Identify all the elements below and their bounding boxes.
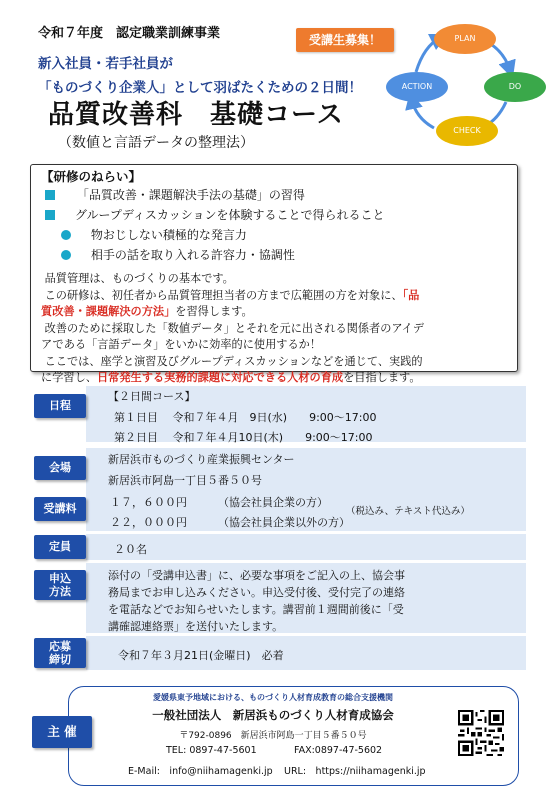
- aim-item-text: グループディスカッションを体験することで得られること: [74, 208, 385, 222]
- aims-p3a: 改善のために採取した「数値データ」とそれを元に出される関係者のアイデ: [44, 321, 424, 335]
- square-bullet-icon: [45, 190, 55, 200]
- aim-subitem: [41, 245, 507, 265]
- fee-price-nonmember: ２２，０００円: [110, 516, 187, 529]
- aims-p4a: ここでは、座学と演習及びグループディスカッションなどを通じて、実践的: [44, 354, 423, 368]
- circle-bullet-icon: [61, 250, 71, 260]
- aim-subitem: [41, 225, 507, 245]
- host-org: 一般社団法人 新居浜ものづくり人材育成協会: [152, 708, 394, 722]
- pdca-check-node: CHECK: [436, 116, 498, 146]
- deadline-label-line2: 締切: [49, 653, 71, 666]
- venue-address: 新居浜市阿島一丁目５番５０号: [108, 474, 262, 487]
- apply-label-line2: 方法: [49, 585, 71, 598]
- apply-label: [34, 570, 86, 600]
- fee-note-nonmember: （協会社員企業以外の方）: [218, 516, 350, 529]
- subtitle-1: 新入社員・若手社員が: [38, 56, 173, 72]
- aims-paragraph: [41, 271, 507, 387]
- pdca-cycle-diagram: [380, 20, 556, 148]
- subtitle-2: 「ものづくり企業人」として羽ばたくための２日間！: [38, 80, 362, 96]
- pdca-do-node: DO: [484, 72, 546, 102]
- apply-line4: 講確認連絡票」を送付いたします。: [108, 620, 284, 633]
- host-tel: TEL: 0897-47-5601: [166, 745, 257, 756]
- aims-p4c: 日常発生する実務的課題に対応できる人材の育成: [96, 371, 344, 384]
- host-label: 主 催: [32, 716, 92, 748]
- aims-p1: 品質管理は、ものづくりの基本です。: [44, 272, 234, 285]
- apply-label-line1: 申込: [49, 572, 71, 585]
- host-email[interactable]: E-Mail: info@niihamagenki.jp: [128, 766, 273, 777]
- aims-heading: 【研修のねらい】: [41, 169, 142, 184]
- paren-title: （数値と言語データの整理法）: [58, 135, 254, 151]
- deadline-value: 令和７年３月21日(金曜日) 必着: [118, 649, 284, 662]
- aims-p2c: 質改善・課題解決の方法」: [41, 305, 176, 318]
- host-tagline: 愛媛県東予地域における、ものづくり人材育成教育の総合支援機関: [153, 693, 393, 702]
- aims-p4d: を目指します。: [343, 371, 421, 384]
- apply-line3: を電話などでお知らせいたします。講習前１週間前後に「受: [108, 603, 404, 616]
- fee-price-member: １７，６００円: [110, 496, 187, 509]
- page-title: 品質改善科 基礎コース: [48, 100, 344, 130]
- qr-code-icon[interactable]: [458, 710, 504, 756]
- aim-item-text: 「品質改善・課題解決手法の基礎」の習得: [76, 188, 305, 202]
- aim-subitem-text: 相手の話を取り入れる許容力・協調性: [90, 248, 295, 262]
- schedule-label: 日程: [34, 394, 86, 418]
- venue-name: 新居浜市ものづくり産業振興センター: [108, 453, 295, 466]
- pdca-action-node: ACTION: [386, 72, 448, 102]
- aims-p3b: アである「言語データ」をいかに効率的に使用するか！: [41, 338, 322, 351]
- fee-label: 受講料: [34, 497, 86, 521]
- aim-item: [41, 185, 507, 205]
- recruiting-badge: 受講生募集！: [296, 28, 394, 52]
- aim-subitem-text: 物おじしない積極的な発言力: [90, 228, 247, 242]
- circle-bullet-icon: [61, 230, 71, 240]
- schedule-day2: 第２日目 令和７年４月10日(木) 9:00～17:00: [114, 431, 373, 444]
- apply-line1: 添付の「受講申込書」に、必要な事項をご記入の上、協会事: [108, 569, 405, 582]
- host-fax: FAX:0897-47-5602: [294, 745, 383, 756]
- schedule-course: 【２日間コース】: [108, 390, 196, 403]
- deadline-label: [34, 638, 86, 668]
- deadline-label-line1: 応募: [49, 640, 71, 653]
- aim-item: [41, 205, 507, 225]
- host-address: 〒792-0896 新居浜市阿島一丁目５番５０号: [179, 731, 367, 741]
- host-url[interactable]: URL: https://niihamagenki.jp: [284, 766, 426, 777]
- aims-p2d: を習得します。: [175, 305, 253, 318]
- capacity-label: 定員: [34, 535, 86, 559]
- pdca-plan-node: PLAN: [434, 24, 496, 54]
- aims-p2b: 「品: [402, 288, 420, 302]
- header-fiscal-line: 令和７年度 認定職業訓練事業: [38, 26, 221, 41]
- fee-note-member: （協会社員企業の方）: [218, 496, 328, 509]
- square-bullet-icon: [45, 210, 55, 220]
- aims-p2a: この研修は、初任者から品質管理担当者の方まで広範囲の方を対象に、: [44, 288, 403, 302]
- capacity-value: ２０名: [114, 543, 147, 556]
- fee-tax-note: （税込み、テキスト代込み）: [346, 506, 470, 517]
- training-aims-box: [30, 164, 518, 384]
- schedule-day1: 第１日目 令和７年４月 9日(水) 9:00～17:00: [114, 411, 377, 424]
- apply-line2: 務局までお申し込みください。申込受付後、受付完了の連絡: [108, 586, 405, 599]
- venue-label: 会場: [34, 456, 86, 480]
- capacity-row-bg: [86, 534, 526, 560]
- aims-p4b: に学習し、: [41, 371, 97, 384]
